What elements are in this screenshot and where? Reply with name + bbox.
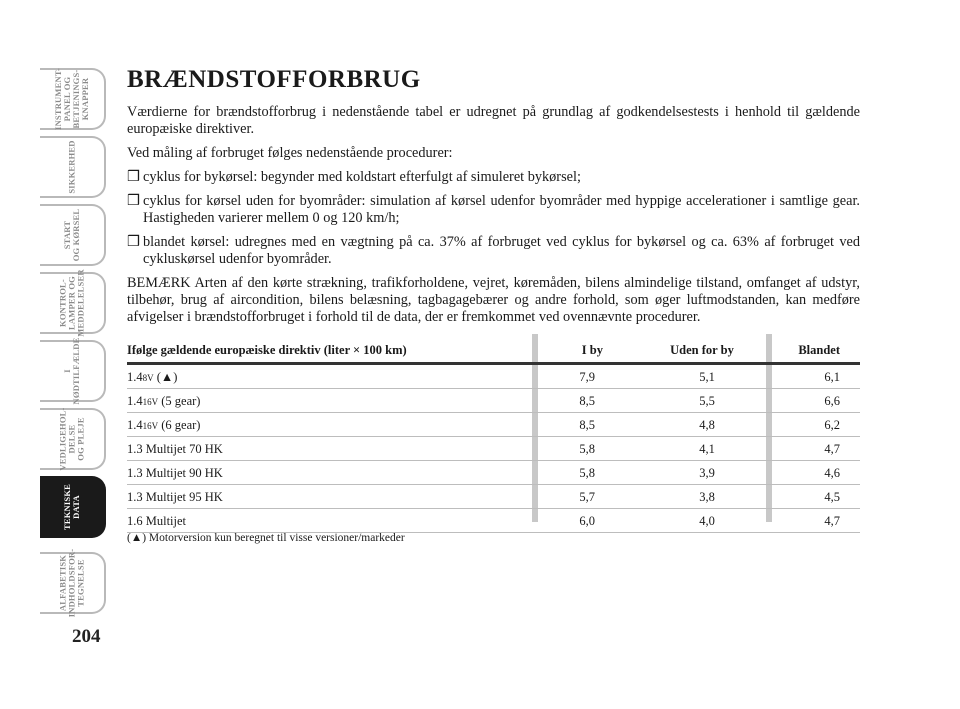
- tab-label-line: INSTRUMENT-: [53, 68, 63, 130]
- extra-urban-value: 5,5: [699, 394, 715, 408]
- model-cell: [127, 394, 200, 409]
- extra-urban-value: 4,1: [699, 442, 715, 456]
- tab-instrumentpanel[interactable]: [40, 68, 106, 130]
- city-value: 5,8: [579, 466, 595, 480]
- table-row: [127, 437, 860, 461]
- model-valve: 16V: [142, 421, 159, 431]
- city-value: 8,5: [579, 418, 595, 432]
- tab-label-line: PANEL OG: [62, 76, 72, 122]
- tab-label-line: TEKNISKE: [62, 483, 72, 531]
- tab-label-line: ALFABETISK: [57, 554, 68, 612]
- checkbox-bullet-icon: ❒: [127, 193, 140, 209]
- consumption-table: [127, 338, 860, 533]
- mixed-value: 4,5: [824, 490, 840, 504]
- tab-label-line: TEGNELSE: [75, 559, 86, 607]
- extra-urban-value: 3,9: [699, 466, 715, 480]
- model-cell: 1.3 Multijet 95 HK: [127, 490, 223, 504]
- tab-label-line: MEDDELELSER: [75, 269, 86, 337]
- bullet-item: [127, 193, 860, 227]
- tab-label-line: KONTROL-: [57, 279, 68, 327]
- model-valve: 8V: [142, 373, 154, 383]
- checkbox-bullet-icon: ❒: [127, 234, 140, 250]
- page-number: 204: [72, 626, 101, 647]
- tab-label-line: INDHOLDSFOR-: [66, 548, 77, 618]
- checkbox-bullet-icon: ❒: [127, 169, 140, 185]
- tab-label-line: DATA: [71, 495, 81, 519]
- tab-label-line: VEDLIGEHOL-: [57, 407, 68, 471]
- intro-paragraph: Værdierne for brændstofforbrug i nedenstående tabel er udregnet på grundlag af godkendelsestests i henhold til gældende europæiske direktiver.: [127, 104, 860, 137]
- extra-urban-value: 4,0: [699, 514, 715, 528]
- tab-kontrollamper[interactable]: [40, 269, 106, 337]
- tab-label-line: NØDTILFÆLDE: [71, 337, 81, 405]
- tab-label: [63, 338, 81, 405]
- city-value: 8,5: [579, 394, 595, 408]
- table-row: [127, 389, 860, 413]
- header-mixed: Blandet: [798, 343, 840, 357]
- tab-label: [54, 68, 90, 130]
- header-city: I by: [581, 343, 603, 357]
- page-title: BRÆNDSTOFFORBRUG: [127, 66, 421, 93]
- model-valve: 16V: [142, 397, 159, 407]
- model-suffix: (▲): [153, 370, 178, 384]
- model-cell: [127, 370, 177, 385]
- tab-label: [59, 407, 86, 470]
- mixed-value: 6,6: [824, 394, 840, 408]
- table-footnote: (▲) Motorversion kun beregnet til visse versioner/markeder: [127, 532, 405, 544]
- tab-label-line: LAMPER OG: [66, 276, 77, 330]
- tab-label-line: SIKKERHED: [66, 140, 77, 194]
- main-content: [127, 66, 860, 333]
- bullet-item: [127, 234, 860, 268]
- bullet-text: cyklus for kørsel uden for byområder: simulation af kørsel udenfor byområder med hyppige accelerationer i samtlige gear. Hastigheden varierer mellem 0 og 120 km/h;: [143, 193, 860, 226]
- model-name: 1.4: [127, 370, 143, 384]
- mixed-value: 4,6: [824, 466, 840, 480]
- bullet-text: blandet kørsel: udregnes med en vægtning på ca. 37% af forbruget ved cyklus for bykørsel og ca. 63% af forbruget ved cykluskørsel udenfor byområder.: [143, 234, 860, 267]
- mixed-value: 4,7: [824, 514, 840, 528]
- city-value: 6,0: [579, 514, 595, 528]
- mixed-value: 4,7: [824, 442, 840, 456]
- table-row: [127, 509, 860, 533]
- tab-label: [68, 140, 77, 193]
- table-row: [127, 365, 860, 389]
- tab-label-line: I: [62, 369, 72, 373]
- city-value: 5,8: [579, 442, 595, 456]
- header-extra-urban: Uden for by: [670, 343, 734, 357]
- tab-label-line: DELSE: [66, 424, 77, 454]
- tab-label-line: OG KØRSEL: [71, 208, 81, 262]
- mixed-value: 6,1: [824, 370, 840, 384]
- tab-sikkerhed[interactable]: [40, 136, 106, 198]
- table-row: [127, 461, 860, 485]
- model-cell: [127, 418, 200, 433]
- tab-label-line: OG PLEJE: [75, 417, 86, 461]
- model-name: 1.4: [127, 394, 143, 408]
- extra-urban-value: 3,8: [699, 490, 715, 504]
- tab-i-nodtilfaelde[interactable]: [40, 337, 106, 405]
- procedure-intro: Ved måling af forbruget følges nedenstående procedurer:: [127, 145, 453, 161]
- table-header-row: [127, 338, 860, 365]
- bullet-text: cyklus for bykørsel: begynder med koldstart efterfulgt af simuleret bykørsel;: [143, 169, 581, 185]
- tab-alfabetisk-indhold[interactable]: [40, 548, 106, 618]
- model-suffix: (6 gear): [158, 418, 201, 432]
- city-value: 5,7: [579, 490, 595, 504]
- tab-tekniske-data[interactable]: [40, 476, 106, 538]
- table-row: [127, 485, 860, 509]
- tab-vedligeholdelse[interactable]: [40, 408, 106, 470]
- model-cell: 1.3 Multijet 70 HK: [127, 442, 223, 456]
- tab-label: [63, 484, 81, 530]
- tab-label: [63, 209, 81, 262]
- tab-label: [59, 549, 86, 618]
- model-suffix: (5 gear): [158, 394, 201, 408]
- model-cell: 1.3 Multijet 90 HK: [127, 466, 223, 480]
- tab-label: [59, 269, 86, 336]
- tab-start-og-korsel[interactable]: [40, 204, 106, 266]
- model-name: 1.4: [127, 418, 143, 432]
- extra-urban-value: 5,1: [699, 370, 715, 384]
- tab-label-line: KNAPPER: [80, 77, 90, 121]
- table-row: [127, 413, 860, 437]
- tab-label-line: BETJENINGS-: [71, 69, 81, 129]
- model-cell: 1.6 Multijet: [127, 514, 187, 528]
- header-model: Ifølge gældende europæiske direktiv (liter × 100 km): [127, 343, 407, 357]
- city-value: 7,9: [579, 370, 595, 384]
- note-paragraph: BEMÆRK Arten af den kørte strækning, trafikforholdene, vejret, køremåden, bilens almindelige tilstand, omfanget af udstyr, tilbehør, brug af aircondition, bilens belæsning, tagbagagebærer og andre forhold, som øger luftmodstanden, kan medføre afvigelser i brændstofforbruget i forhold til de data, der er fremkommet ved ovennævnte procedurer.: [127, 275, 860, 325]
- extra-urban-value: 4,8: [699, 418, 715, 432]
- bullet-item: [127, 169, 860, 186]
- mixed-value: 6,2: [824, 418, 840, 432]
- tab-label-line: START: [62, 220, 72, 250]
